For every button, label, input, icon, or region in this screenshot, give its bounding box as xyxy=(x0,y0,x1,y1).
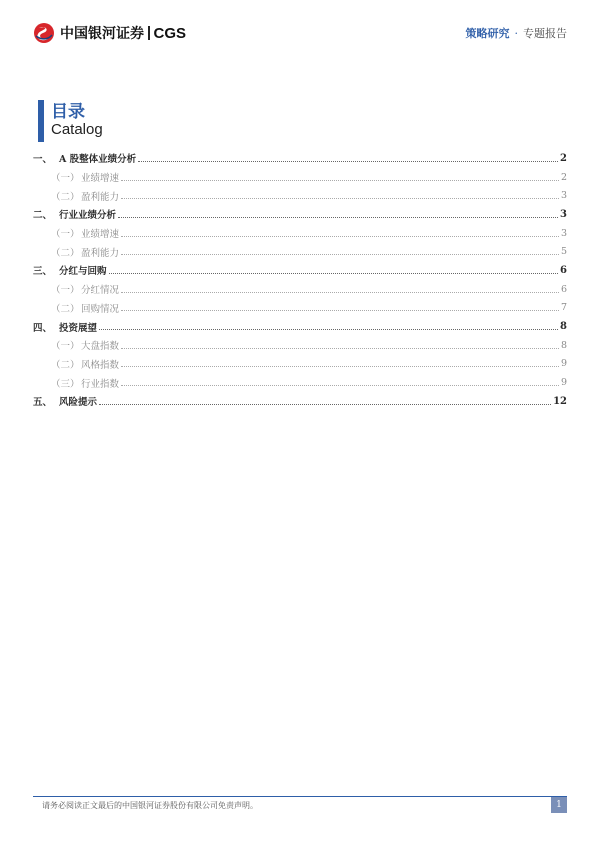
toc-section-link[interactable] xyxy=(33,224,567,243)
toc-item-number: （二） xyxy=(51,247,80,259)
toc-chapter-link[interactable] xyxy=(33,205,567,224)
toc-chapter-link[interactable] xyxy=(33,261,567,280)
toc-item-number: （二） xyxy=(51,303,80,315)
toc-page-number: 3 xyxy=(560,208,567,220)
toc-item-title: 盈利能力 xyxy=(81,247,120,259)
section-title-en: Catalog xyxy=(51,121,103,138)
report-category xyxy=(466,25,568,41)
logo-text-en: CGS xyxy=(153,24,187,42)
toc-item-title: 业绩增速 xyxy=(81,229,120,241)
toc-dot-leader xyxy=(109,273,559,274)
toc-dot-leader xyxy=(121,292,559,293)
toc-chapter-link[interactable] xyxy=(33,392,567,411)
toc-page-number: 9 xyxy=(560,358,567,370)
toc-page-number: 8 xyxy=(560,321,567,333)
toc-item-number: （三） xyxy=(51,378,80,390)
toc-page-number: 2 xyxy=(560,171,567,183)
toc-item-number: 一、 xyxy=(33,154,53,166)
toc-item-number: （二） xyxy=(51,191,80,203)
toc-section-link[interactable] xyxy=(33,186,567,205)
toc-item-title: 行业指数 xyxy=(81,378,120,390)
toc-item-number: （一） xyxy=(51,173,80,185)
toc-page-number: 6 xyxy=(560,283,567,295)
cgs-logo-icon xyxy=(33,22,55,44)
toc-item-title: 分红与回购 xyxy=(59,266,107,278)
logo-text-cn: 中国银河证券 xyxy=(60,26,144,42)
toc-dot-leader xyxy=(121,198,559,199)
toc-item-number: （一） xyxy=(51,229,80,241)
toc-section-link[interactable] xyxy=(33,355,567,374)
toc-dot-leader xyxy=(121,348,559,349)
toc-item-title: 风险提示 xyxy=(59,397,98,409)
toc-item-title: 行业业绩分析 xyxy=(59,210,117,222)
toc-dot-leader xyxy=(121,385,559,386)
toc-page-number: 5 xyxy=(560,246,567,258)
toc-section-link[interactable] xyxy=(33,299,567,318)
page-header xyxy=(0,0,595,60)
toc-item-number: 四、 xyxy=(33,322,53,334)
logo-divider xyxy=(148,26,150,40)
toc-page-number: 12 xyxy=(553,395,567,407)
toc-section-link[interactable] xyxy=(33,242,567,261)
toc-item-title: 回购情况 xyxy=(81,303,120,315)
toc-dot-leader xyxy=(121,254,559,255)
title-accent-bar xyxy=(38,100,44,142)
toc-item-title: 业绩增速 xyxy=(81,173,120,185)
toc-item-title: 风格指数 xyxy=(81,359,120,371)
toc-dot-leader xyxy=(99,329,558,330)
report-type: 策略研究 xyxy=(465,27,510,40)
toc-page-number: 2 xyxy=(560,152,567,164)
toc-chapter-link[interactable] xyxy=(33,317,567,336)
toc-chapter-link[interactable] xyxy=(33,149,567,168)
section-title-cn: 目录 xyxy=(51,102,85,122)
footer-divider xyxy=(33,796,567,797)
toc-item-title: 盈利能力 xyxy=(81,191,120,203)
toc-dot-leader xyxy=(138,161,558,162)
footer-disclaimer: 请务必阅读正文最后的中国银河证券股份有限公司免责声明。 xyxy=(42,801,258,810)
toc-page-number: 8 xyxy=(560,339,567,351)
toc-item-title: A 股整体业绩分析 xyxy=(59,154,137,166)
toc-dot-leader xyxy=(99,404,551,405)
toc-page-number: 9 xyxy=(560,377,567,389)
toc-item-number: 二、 xyxy=(33,210,53,222)
toc-dot-leader xyxy=(121,236,559,237)
toc-page-number: 6 xyxy=(560,264,567,276)
report-category-separator: · xyxy=(514,26,518,40)
toc-item-title: 大盘指数 xyxy=(81,341,120,353)
toc-item-number: 三、 xyxy=(33,266,53,278)
toc-dot-leader xyxy=(121,310,559,311)
toc-section-link[interactable] xyxy=(33,373,567,392)
toc-dot-leader xyxy=(121,180,559,181)
company-logo xyxy=(33,22,186,44)
toc-dot-leader xyxy=(121,366,559,367)
toc-section-link[interactable] xyxy=(33,280,567,299)
toc-item-title: 投资展望 xyxy=(59,322,98,334)
toc-section-link[interactable] xyxy=(33,336,567,355)
toc-page-number: 3 xyxy=(560,227,567,239)
toc-item-number: （二） xyxy=(51,359,80,371)
report-subtype: 专题报告 xyxy=(523,27,567,40)
table-of-contents xyxy=(33,149,567,411)
toc-item-number: 五、 xyxy=(33,397,53,409)
toc-page-number: 3 xyxy=(560,190,567,202)
toc-item-number: （一） xyxy=(51,285,80,297)
page-number: 1 xyxy=(551,797,567,813)
toc-item-number: （一） xyxy=(51,341,80,353)
toc-page-number: 7 xyxy=(560,302,567,314)
toc-section-link[interactable] xyxy=(33,168,567,187)
toc-item-title: 分红情况 xyxy=(81,285,120,297)
toc-dot-leader xyxy=(118,217,558,218)
